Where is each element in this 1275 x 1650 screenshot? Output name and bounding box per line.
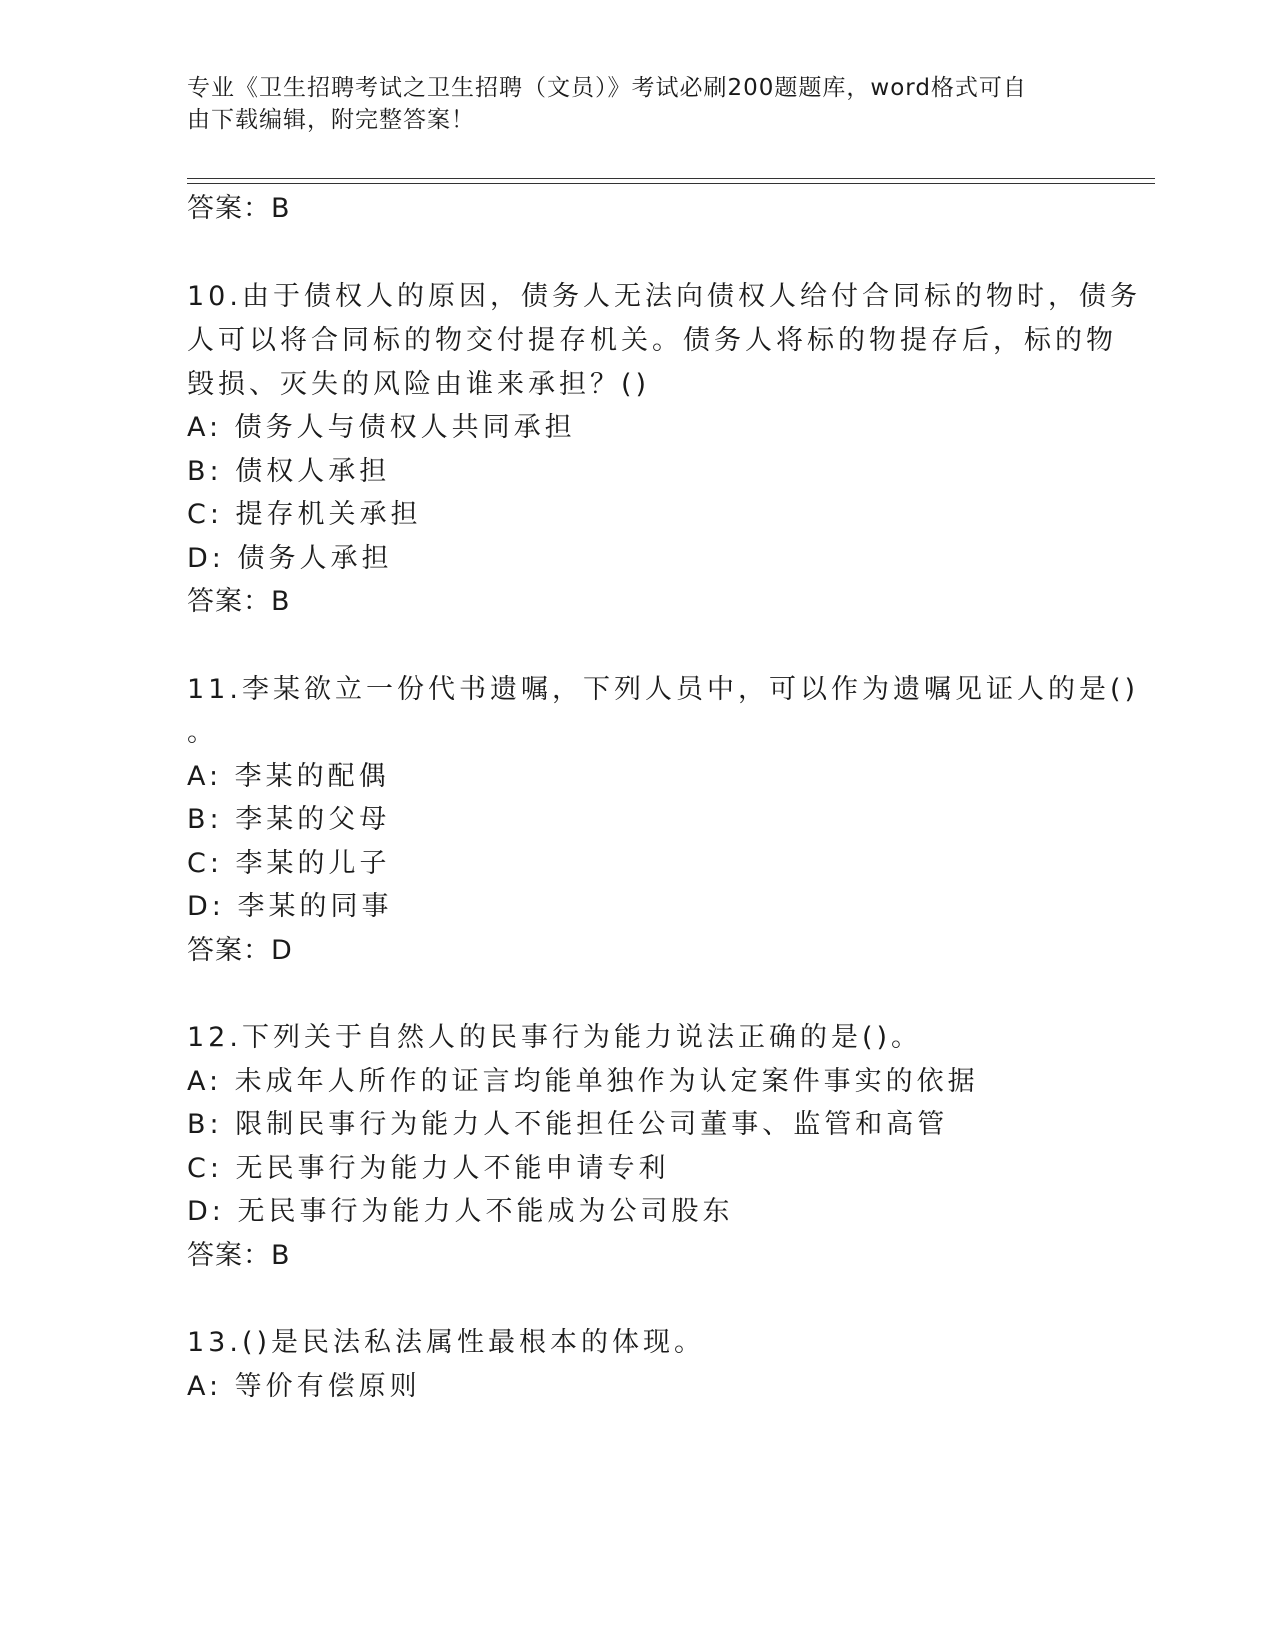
question-10-option-b: B: 债权人承担 <box>187 456 391 487</box>
question-12-option-b: B: 限制民事行为能力人不能担任公司董事、监管和高管 <box>187 1109 949 1140</box>
question-10-text-line-3: 毁损、灭失的风险由谁来承担？() <box>187 369 651 400</box>
question-12-text-line-1: 12.下列关于自然人的民事行为能力说法正确的是()。 <box>187 1022 923 1053</box>
question-11-text-line-2: 。 <box>187 717 218 748</box>
question-10-text-line-1: 10.由于债权人的原因，债务人无法向债权人给付合同标的物时，债务 <box>187 281 1141 312</box>
question-13-text-line-1: 13.()是民法私法属性最根本的体现。 <box>187 1327 706 1358</box>
question-12-option-a: A: 未成年人所作的证言均能单独作为认定案件事实的依据 <box>187 1066 979 1097</box>
question-10-text-line-2: 人可以将合同标的物交付提存机关。债务人将标的物提存后，标的物 <box>187 325 1117 356</box>
header-line-1: 专业《卫生招聘考试之卫生招聘（文员）》考试必刷200题题库，word格式可自 <box>187 75 1027 101</box>
question-10-option-a: A: 债务人与债权人共同承担 <box>187 412 576 443</box>
question-11-option-c: C: 李某的儿子 <box>187 848 391 879</box>
question-11-option-d: D: 李某的同事 <box>187 891 393 922</box>
question-11-answer: 答案：D <box>187 935 293 966</box>
question-10-option-c: C: 提存机关承担 <box>187 499 422 530</box>
question-12-option-d: D: 无民事行为能力人不能成为公司股东 <box>187 1196 734 1227</box>
question-13-option-a: A: 等价有偿原则 <box>187 1371 421 1402</box>
header-line-2: 由下载编辑，附完整答案！ <box>187 107 475 133</box>
question-11-text-line-1: 11.李某欲立一份代书遗嘱，下列人员中，可以作为遗嘱见证人的是() <box>187 674 1140 705</box>
previous-answer: 答案：B <box>187 193 291 224</box>
question-11-option-a: A: 李某的配偶 <box>187 761 390 792</box>
question-10-answer: 答案：B <box>187 586 291 617</box>
header-divider-top <box>187 178 1155 179</box>
question-11-option-b: B: 李某的父母 <box>187 804 391 835</box>
page-header <box>187 72 1067 136</box>
header-divider-bottom <box>187 183 1155 184</box>
question-12-option-c: C: 无民事行为能力人不能申请专利 <box>187 1153 670 1184</box>
question-10-option-d: D: 债务人承担 <box>187 543 393 574</box>
question-12-answer: 答案：B <box>187 1240 291 1271</box>
